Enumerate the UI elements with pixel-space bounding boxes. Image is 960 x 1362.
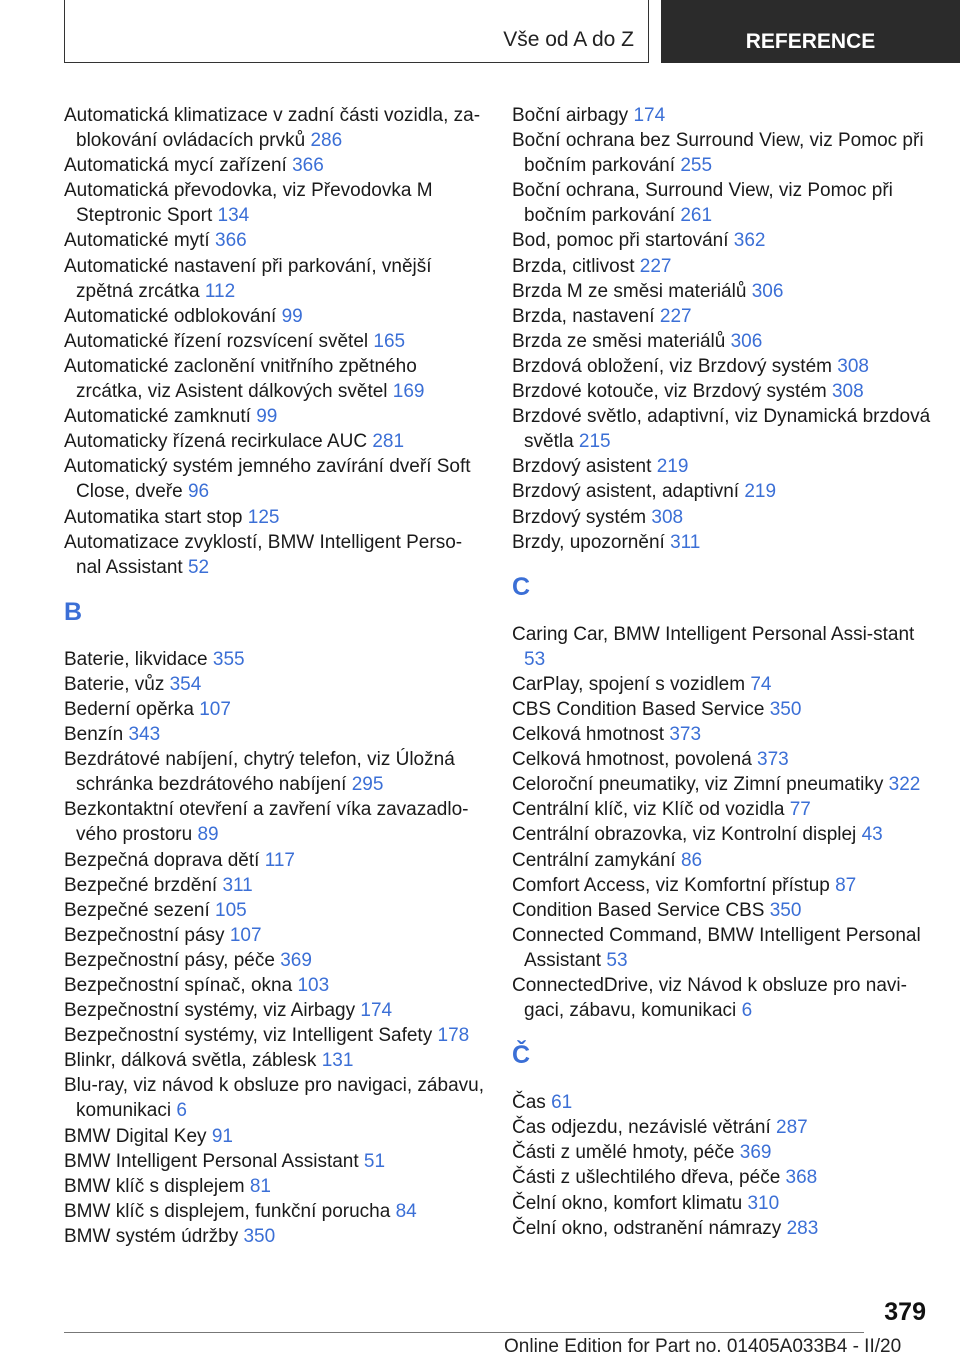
index-entry-text: Baterie, likvidace — [64, 648, 208, 670]
index-entry — [64, 697, 484, 722]
index-entry — [512, 1090, 932, 1115]
page-link[interactable]: 6 — [176, 1100, 187, 1122]
index-entry — [64, 923, 484, 948]
index-entry-text: Brzdový asistent — [512, 456, 652, 478]
section-letter: Č — [512, 1041, 531, 1070]
page-link[interactable]: 311 — [222, 874, 253, 896]
index-entry-text: Condition Based Service CBS — [512, 899, 765, 921]
page-link[interactable]: 81 — [249, 1175, 271, 1197]
index-entry-text: Bezpečné brzdění — [64, 874, 218, 896]
index-entry — [512, 128, 932, 178]
index-entry-text: Čelní okno, komfort klimatu — [512, 1192, 743, 1214]
index-entry — [512, 505, 932, 530]
index-entry-text: Centrální zamykání — [512, 849, 676, 871]
index-entry-text: Celková hmotnost — [512, 724, 665, 746]
index-entry — [512, 1191, 932, 1216]
index-entry — [64, 228, 484, 253]
index-entry-text: Brzdy, upozornění — [512, 531, 665, 553]
index-entry — [64, 1124, 484, 1149]
index-entry-text: Čas odjezdu, nezávislé větrání — [512, 1117, 771, 1139]
index-entry — [512, 1115, 932, 1140]
page-link[interactable]: 308 — [837, 355, 869, 377]
index-entry — [512, 697, 932, 722]
page-link[interactable]: 355 — [212, 648, 245, 670]
index-entry — [512, 797, 932, 822]
index-entry — [64, 429, 484, 454]
index-entry-text: Benzín — [64, 724, 124, 746]
index-entry — [64, 973, 484, 998]
page-link[interactable]: 295 — [351, 774, 384, 796]
index-entry-text: Brzdová obložení, viz Brzdový systém — [512, 355, 832, 377]
index-entry — [512, 1140, 932, 1165]
index-entry-text: Automatika start stop — [64, 506, 243, 528]
index-entry — [64, 672, 484, 697]
index-entry-text: Baterie, vůz — [64, 673, 165, 695]
index-entry-text: Bezpečné sezení — [64, 899, 210, 921]
index-entry — [64, 454, 484, 504]
index-entry — [64, 747, 484, 797]
index-entry-text: ConnectedDrive, viz Návod k obsluze pro navi‐gaci, zábavu, komunikaci — [512, 975, 907, 1022]
index-entry-text: Brzdové světlo, adaptivní, viz Dynamická brzdová světla — [512, 406, 931, 453]
index-entry — [512, 923, 932, 973]
index-column-left — [64, 103, 484, 1249]
index-entry — [64, 354, 484, 404]
index-entry — [64, 329, 484, 354]
index-entry — [512, 479, 932, 504]
page-link[interactable]: 354 — [169, 673, 202, 695]
index-entry — [512, 672, 932, 697]
page-number: 379 — [884, 1298, 926, 1326]
page-link[interactable]: 89 — [197, 824, 219, 846]
index-entry-text: Bezdrátové nabíjení, chytrý telefon, viz Úložná schránka bezdrátového nabíjení — [64, 749, 455, 796]
page-link[interactable]: 53 — [606, 949, 628, 971]
page-link[interactable]: 99 — [281, 305, 303, 327]
index-entry-text: Bezpečnostní pásy, péče — [64, 949, 275, 971]
index-entry — [512, 103, 932, 128]
page-link[interactable]: 86 — [680, 849, 703, 871]
index-entry-text: Centrální obrazovka, viz Kontrolní displej — [512, 824, 857, 846]
index-entry — [512, 404, 932, 454]
page-link[interactable]: 308 — [651, 506, 684, 528]
index-entry-text: Části z ušlechtilého dřeva, péče — [512, 1167, 781, 1189]
index-entry — [64, 898, 484, 923]
index-entry — [512, 254, 932, 279]
page-link[interactable]: 165 — [373, 330, 406, 352]
index-entry-text: CarPlay, spojení s vozidlem — [512, 673, 746, 695]
index-entry — [64, 178, 484, 228]
index-entry — [64, 1073, 484, 1123]
page-link[interactable]: 134 — [217, 205, 250, 227]
page-link[interactable]: 343 — [128, 724, 161, 746]
index-entry — [512, 822, 932, 847]
index-entry-text: Automatické mytí — [64, 230, 210, 252]
page-link[interactable]: 131 — [321, 1050, 354, 1072]
index-entry — [512, 898, 932, 923]
page-link[interactable]: 107 — [229, 924, 262, 946]
index-entry-text: Celková hmotnost, povolená — [512, 749, 752, 771]
page-link[interactable]: 169 — [392, 381, 425, 403]
page-link[interactable]: 281 — [372, 431, 405, 453]
page-link[interactable]: 51 — [363, 1150, 386, 1172]
index-entry — [64, 1048, 484, 1073]
index-entry-text: Automatické zaclonění vnitřního zpětného zrcátka, viz Asistent dálkových světel — [64, 355, 417, 403]
index-entry — [512, 530, 932, 555]
index-entry-text: Automatická převodovka, viz Převodovka M Steptronic Sport — [64, 180, 433, 227]
page-link[interactable]: 219 — [744, 481, 777, 503]
index-entry-text: Brzdový systém — [512, 506, 647, 528]
page-link[interactable]: 322 — [888, 774, 921, 796]
header-box — [64, 0, 649, 63]
page-link[interactable]: 366 — [215, 230, 247, 252]
page-link[interactable]: 215 — [578, 431, 611, 453]
page-link[interactable]: 174 — [360, 1000, 393, 1022]
index-entry — [512, 848, 932, 873]
index-entry — [512, 304, 932, 329]
page-link[interactable]: 373 — [757, 749, 789, 771]
index-entry — [64, 1149, 484, 1174]
page-link[interactable]: 105 — [215, 899, 247, 921]
index-entry — [64, 797, 484, 847]
page-link[interactable]: 227 — [659, 305, 692, 327]
page-link[interactable]: 178 — [437, 1025, 470, 1047]
page-link[interactable]: 308 — [831, 381, 864, 403]
index-entry-text: Automatická klimatizace v zadní části vozidla, za‐blokování ovládacích prvků — [64, 105, 481, 152]
page-link[interactable]: 350 — [769, 698, 802, 720]
index-entry — [64, 1174, 484, 1199]
index-entry — [512, 747, 932, 772]
page-link[interactable]: 96 — [187, 481, 210, 503]
index-entry — [64, 153, 484, 178]
page-link[interactable]: 112 — [204, 280, 236, 302]
page-link[interactable]: 77 — [789, 799, 811, 821]
page-link[interactable]: 52 — [187, 556, 210, 578]
index-entry-text: Bederní opěrka — [64, 698, 194, 720]
index-entry-text: Brzda, nastavení — [512, 305, 655, 327]
page-link[interactable]: 219 — [656, 456, 689, 478]
index-entry — [64, 848, 484, 873]
page-link[interactable]: 306 — [730, 330, 763, 352]
page-link[interactable]: 53 — [524, 648, 546, 670]
index-entry — [64, 1023, 484, 1048]
page-link[interactable]: 84 — [395, 1200, 417, 1222]
index-entry-text: Bezpečnostní systémy, viz Intelligent Safety — [64, 1025, 433, 1047]
index-entry — [512, 329, 932, 354]
index-entry — [64, 647, 484, 672]
section-letter: C — [512, 572, 531, 601]
index-entry-text: Automatické zamknutí — [64, 406, 251, 428]
index-entry-text: Brzda M ze směsi materiálů — [512, 280, 747, 302]
index-entry — [512, 228, 932, 253]
index-entry-text: Části z umělé hmoty, péče — [512, 1142, 735, 1164]
page-link[interactable]: 311 — [670, 531, 701, 553]
footer-divider — [64, 1332, 864, 1333]
index-entry — [64, 948, 484, 973]
page-link[interactable]: 6 — [741, 1000, 753, 1022]
page-link[interactable]: 74 — [750, 673, 772, 695]
index-entry-text: Bod, pomoc při startování — [512, 230, 729, 252]
index-entry — [64, 304, 484, 329]
page-link[interactable]: 99 — [256, 406, 278, 428]
index-entry-text: Brzdové kotouče, viz Brzdový systém — [512, 381, 827, 403]
index-entry-text: Blinkr, dálková světla, záblesk — [64, 1050, 317, 1072]
index-entry — [512, 379, 932, 404]
index-entry-text: Čas — [512, 1092, 546, 1114]
index-entry-text: BMW klíč s displejem, funkční porucha — [64, 1200, 391, 1222]
index-entry — [512, 973, 932, 1023]
footer-edition: Online Edition for Part no. 01405A033B4 - II/20 — [504, 1336, 902, 1357]
section-letter: B — [64, 597, 83, 626]
page-link[interactable]: 373 — [669, 724, 702, 746]
index-entry-text: BMW systém údržby — [64, 1225, 239, 1247]
page-link[interactable]: 286 — [310, 130, 343, 152]
index-entry-text: Bezpečnostní pásy — [64, 924, 225, 946]
page-link[interactable]: 87 — [835, 874, 857, 896]
index-entry-text: Čelní okno, odstranění námrazy — [512, 1217, 782, 1239]
index-entry — [64, 103, 484, 153]
index-entry-text: BMW Intelligent Personal Assistant — [64, 1150, 359, 1172]
header-tab-reference: REFERENCE — [661, 0, 960, 63]
page-link[interactable]: 103 — [297, 975, 330, 996]
index-entry — [64, 254, 484, 304]
index-entry-text: Connected Command, BMW Intelligent Personal Assistant — [512, 924, 921, 971]
page-link[interactable]: 227 — [639, 255, 672, 277]
index-entry-text: Automatické odblokování — [64, 305, 277, 327]
index-entry-text: Automatické nastavení při parkování, vnější zpětná zrcátka — [64, 255, 432, 302]
page-link[interactable]: 91 — [211, 1125, 233, 1147]
index-entry — [64, 404, 484, 429]
index-entry — [64, 1224, 484, 1249]
page-link[interactable]: 310 — [747, 1192, 780, 1214]
index-entry — [64, 873, 484, 898]
page-link[interactable]: 117 — [264, 849, 295, 871]
index-entry — [512, 354, 932, 379]
index-column-right — [512, 103, 932, 1241]
page-link[interactable]: 369 — [280, 949, 312, 971]
page-link[interactable]: 261 — [680, 205, 713, 227]
index-entry-text: CBS Condition Based Service — [512, 698, 765, 720]
index-entry-text: Bezkontaktní otevření a zavření víka zavazadlo‐vého prostoru — [64, 799, 469, 846]
index-entry — [512, 454, 932, 479]
index-entry — [64, 722, 484, 747]
index-entry-text: Blu-ray, viz návod k obsluze pro navigaci, zábavu, komunikaci — [64, 1075, 484, 1122]
page-link[interactable]: 350 — [769, 899, 802, 921]
index-entry-text: Automatická mycí zařízení — [64, 155, 287, 177]
index-entry-text: Bezpečnostní systémy, viz Airbagy — [64, 1000, 356, 1022]
index-entry-text: Comfort Access, viz Komfortní přístup — [512, 874, 830, 896]
index-entry-text: Brzda, citlivost — [512, 255, 635, 277]
index-entry-text: Automaticky řízená recirkulace AUC — [64, 431, 368, 453]
index-entry-text: Boční airbagy — [512, 105, 629, 126]
index-entry-text: Celoroční pneumatiky, viz Zimní pneumatiky — [512, 774, 884, 796]
index-entry — [64, 998, 484, 1023]
index-entry-text: Caring Car, BMW Intelligent Personal Assi‐stant — [512, 623, 915, 645]
page-link[interactable]: 369 — [739, 1142, 772, 1164]
page-link[interactable]: 125 — [247, 506, 280, 528]
index-entry-text: Brzda ze směsi materiálů — [512, 330, 726, 352]
page-link[interactable]: 350 — [243, 1225, 276, 1247]
page-link[interactable]: 306 — [751, 280, 784, 302]
index-entry-text: Brzdový asistent, adaptivní — [512, 481, 740, 503]
index-entry-text: BMW Digital Key — [64, 1125, 207, 1147]
index-entry-text: Automatizace zvyklostí, BMW Intelligent Perso‐nal Assistant — [64, 531, 463, 578]
index-entry-text: Boční ochrana, Surround View, viz Pomoc při bočním parkování — [512, 180, 893, 227]
index-entry-text: Bezpečná doprava dětí — [64, 849, 260, 871]
page-link[interactable]: 283 — [786, 1217, 819, 1239]
index-entry — [512, 622, 932, 672]
index-entry-text: Boční ochrana bez Surround View, viz Pomoc při bočním parkování — [512, 130, 924, 177]
index-entry — [512, 772, 932, 797]
index-entry-text: Centrální klíč, viz Klíč od vozidla — [512, 799, 785, 821]
index-entry-text: Automatický systém jemného zavírání dveří Soft Close, dveře — [64, 456, 471, 503]
index-entry — [64, 530, 484, 580]
index-entry — [512, 1165, 932, 1190]
page-link[interactable]: 362 — [733, 230, 766, 252]
index-entry — [64, 505, 484, 530]
index-entry-text: Automatické řízení rozsvícení světel — [64, 330, 369, 352]
index-entry-text: BMW klíč s displejem — [64, 1175, 245, 1197]
index-entry — [64, 1199, 484, 1224]
page-link[interactable]: 43 — [861, 824, 883, 846]
index-entry-text: Bezpečnostní spínač, okna — [64, 975, 293, 996]
index-entry — [512, 873, 932, 898]
index-entry — [512, 279, 932, 304]
page-link[interactable]: 61 — [551, 1092, 573, 1114]
page-link[interactable]: 107 — [199, 698, 231, 720]
header-title: Vše od A do Z — [503, 28, 634, 51]
index-entry — [512, 178, 932, 228]
page-link[interactable]: 174 — [633, 105, 666, 126]
page-link[interactable]: 255 — [680, 155, 713, 177]
page-link[interactable]: 366 — [292, 155, 324, 177]
page-link[interactable]: 368 — [785, 1167, 818, 1189]
index-entry — [512, 722, 932, 747]
page-link[interactable]: 287 — [776, 1117, 808, 1139]
index-entry — [512, 1216, 932, 1241]
